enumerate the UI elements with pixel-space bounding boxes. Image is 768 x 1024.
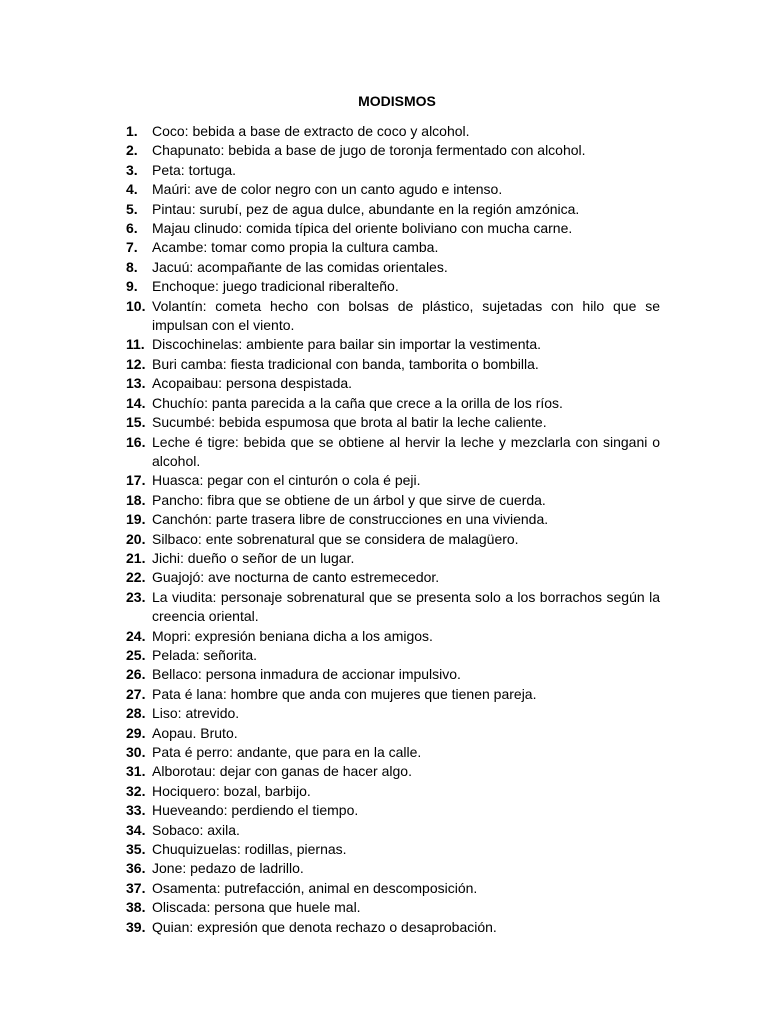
list-item-text: Coco: bebida a base de extracto de coco y alcohol. xyxy=(152,123,470,139)
list-item-text: Mopri: expresión beniana dicha a los amigos. xyxy=(152,627,433,644)
list-item xyxy=(126,588,660,627)
list-item-text: Discochinelas: ambiente para bailar sin importar la vestimenta. xyxy=(152,336,542,353)
list-item-text: Volantín: cometa hecho con bolsas de plástico, sujetadas con hilo que se impulsan con el viento. xyxy=(152,297,660,334)
list-item xyxy=(126,335,660,354)
list-item xyxy=(126,898,660,917)
list-item-number: 29. xyxy=(126,724,146,741)
list-item-number: 16. xyxy=(126,433,146,450)
list-item-text: Canchón: parte trasera libre de construcciones en una vivienda. xyxy=(152,511,549,528)
list-item xyxy=(126,530,660,549)
page-title: MODISMOS xyxy=(358,93,436,109)
list-item-number: 22. xyxy=(126,569,146,586)
list-item-text: Liso: atrevido. xyxy=(152,705,240,722)
list-item-text: Sobaco: axila. xyxy=(152,821,240,838)
list-item-number: 19. xyxy=(126,511,146,528)
list-item xyxy=(126,627,660,646)
list-item-number: 31. xyxy=(126,763,146,780)
list-item-number: 35. xyxy=(126,841,146,858)
list-item-number: 14. xyxy=(126,394,146,411)
list-item-text: Maúri: ave de color negro con un canto agudo e intenso. xyxy=(152,181,503,198)
list-item xyxy=(126,782,660,801)
list-item-number: 9. xyxy=(126,278,138,295)
list-item-text: Chuquizuelas: rodillas, piernas. xyxy=(152,841,347,858)
list-item-text: Alborotau: dejar con ganas de hacer algo. xyxy=(152,763,412,780)
list-item-text: Chuchío: panta parecida a la caña que crece a la orilla de los ríos. xyxy=(152,394,563,411)
list-item-text: Acambe: tomar como propia la cultura camba. xyxy=(152,239,439,256)
list-item xyxy=(126,277,660,296)
list-item-number: 21. xyxy=(126,549,146,566)
list-item xyxy=(126,122,660,141)
list-item-number: 36. xyxy=(126,860,146,877)
list-item-text: Jacuú: acompañante de las comidas orientales. xyxy=(152,258,448,275)
list-item xyxy=(126,161,660,180)
list-item-text: Pata é lana: hombre que anda con mujeres que tienen pareja. xyxy=(152,685,537,702)
modismos-list xyxy=(126,122,660,937)
list-item xyxy=(126,180,660,199)
list-item xyxy=(126,665,660,684)
list-item-number: 27. xyxy=(126,685,146,702)
list-item-number: 28. xyxy=(126,705,146,722)
list-item-number: 26. xyxy=(126,666,146,683)
list-item-number: 20. xyxy=(126,530,146,547)
list-item-number: 33. xyxy=(126,802,146,819)
list-item xyxy=(126,510,660,529)
list-item xyxy=(126,879,660,898)
list-item-text: Pancho: fibra que se obtiene de un árbol y que sirve de cuerda. xyxy=(152,491,546,508)
list-item-number: 3. xyxy=(126,161,138,178)
list-item-text: Huasca: pegar con el cinturón o cola é peji. xyxy=(152,472,421,489)
list-item-text: Jone: pedazo de ladrillo. xyxy=(152,860,304,877)
list-item xyxy=(126,859,660,878)
list-item-number: 8. xyxy=(126,258,138,275)
list-item xyxy=(126,297,660,336)
list-item xyxy=(126,704,660,723)
list-item-text: Hueveando: perdiendo el tiempo. xyxy=(152,802,359,819)
list-item-text: Aopau. Bruto. xyxy=(152,724,238,741)
list-item xyxy=(126,762,660,781)
list-item-text: Guajojó: ave nocturna de canto estremecedor. xyxy=(152,569,440,586)
list-item-text: Quian: expresión que denota rechazo o desaprobación. xyxy=(152,918,497,935)
list-item xyxy=(126,840,660,859)
list-item-number: 30. xyxy=(126,744,146,760)
list-item xyxy=(126,141,660,160)
list-item xyxy=(126,394,660,413)
list-item-text: Peta: tortuga. xyxy=(152,161,237,178)
list-item xyxy=(126,646,660,665)
list-item-number: 4. xyxy=(126,181,138,198)
list-item-text: Majau clinudo: comida típica del oriente boliviano con mucha carne. xyxy=(152,220,573,237)
list-item xyxy=(126,200,660,219)
list-item-text: Chapunato: bebida a base de jugo de toronja fermentado con alcohol. xyxy=(152,142,586,159)
list-item-text: Osamenta: putrefacción, animal en descomposición. xyxy=(152,879,478,896)
list-item-text: Buri camba: fiesta tradicional con banda, tamborita o bombilla. xyxy=(152,355,539,372)
list-item xyxy=(126,743,660,762)
list-item-text: Pintau: surubí, pez de agua dulce, abundante en la región amzónica. xyxy=(152,200,580,217)
list-item-number: 5. xyxy=(126,200,138,217)
list-item-text: Oliscada: persona que huele mal. xyxy=(152,899,361,916)
list-item-number: 10. xyxy=(126,297,146,314)
list-item xyxy=(126,568,660,587)
list-item xyxy=(126,219,660,238)
list-item-number: 24. xyxy=(126,627,146,644)
list-item-text: Jichi: dueño o señor de un lugar. xyxy=(152,549,355,566)
list-item-text: Sucumbé: bebida espumosa que brota al batir la leche caliente. xyxy=(152,414,547,431)
list-item-number: 13. xyxy=(126,375,146,392)
list-item-number: 12. xyxy=(126,355,146,372)
list-item-number: 1. xyxy=(126,123,138,139)
list-item xyxy=(126,801,660,820)
list-item xyxy=(126,433,660,472)
list-item-text: Hociquero: bozal, barbijo. xyxy=(152,782,311,799)
list-item-number: 32. xyxy=(126,782,146,799)
list-item xyxy=(126,238,660,257)
list-item-number: 18. xyxy=(126,491,146,508)
list-item-number: 6. xyxy=(126,220,138,237)
list-item-text: Acopaibau: persona despistada. xyxy=(152,375,353,392)
list-item-number: 39. xyxy=(126,918,146,935)
list-item xyxy=(126,413,660,432)
list-item-text: Enchoque: juego tradicional riberalteño. xyxy=(152,278,399,295)
list-item-number: 7. xyxy=(126,239,138,256)
list-item xyxy=(126,491,660,510)
list-item xyxy=(126,821,660,840)
list-item-number: 34. xyxy=(126,821,146,838)
list-item-number: 15. xyxy=(126,414,146,431)
list-item xyxy=(126,918,660,937)
list-item xyxy=(126,724,660,743)
list-item-text: Silbaco: ente sobrenatural que se considera de malagüero. xyxy=(152,530,519,547)
list-item-text: La viudita: personaje sobrenatural que se presenta solo a los borrachos según la creencia oriental. xyxy=(152,588,660,625)
list-item xyxy=(126,374,660,393)
list-item-number: 11. xyxy=(126,336,145,353)
list-item-number: 25. xyxy=(126,646,146,663)
list-item-number: 2. xyxy=(126,142,138,159)
list-item-number: 37. xyxy=(126,879,146,896)
list-item xyxy=(126,549,660,568)
list-item xyxy=(126,355,660,374)
list-item-text: Pelada: señorita. xyxy=(152,646,258,663)
list-item-number: 38. xyxy=(126,899,146,916)
list-item-number: 17. xyxy=(126,472,146,489)
list-item xyxy=(126,258,660,277)
list-item-text: Pata é perro: andante, que para en la calle. xyxy=(152,744,422,760)
list-item-text: Leche é tigre: bebida que se obtiene al hervir la leche y mezclarla con singani o alcohol. xyxy=(152,433,660,469)
list-item xyxy=(126,685,660,704)
list-item xyxy=(126,471,660,490)
list-item-number: 23. xyxy=(126,588,146,605)
list-item-text: Bellaco: persona inmadura de accionar impulsivo. xyxy=(152,666,461,683)
